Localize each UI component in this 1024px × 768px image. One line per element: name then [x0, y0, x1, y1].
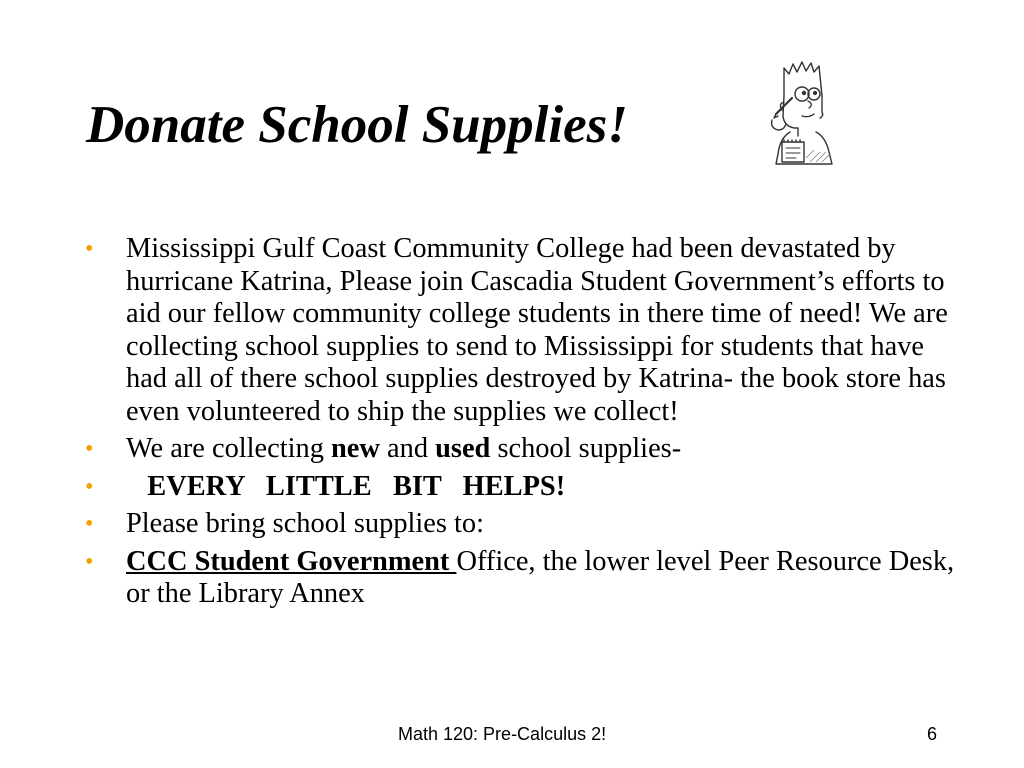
- bullet-slogan: EVERY LITTLE BIT HELPS!: [126, 470, 566, 502]
- bullet-item-every-little-bit: [85, 471, 955, 504]
- bullet-dot-icon: •: [85, 236, 94, 262]
- bullet-emphasis-used: used: [435, 433, 491, 464]
- bullet-text-locations: Office, the lower level Peer Resource Desk, or the Library Annex: [126, 545, 955, 609]
- bullet-emphasis-new: new: [331, 433, 380, 464]
- bullet-dot-icon: •: [85, 548, 94, 575]
- bullet-text: Mississippi Gulf Coast Community College had been devastated by hurricane Katrina, Please join Cascadia Student Government’s efforts to aid our fellow community college students in there time of need! We are collecting school supplies to send to Mississippi for students that have had all of there school supplies destroyed by Katrina- the book store has even volunteered to ship the supplies we collect!: [126, 233, 948, 427]
- bullet-text-pre: We are collecting: [126, 433, 332, 464]
- bullet-item-locations: [85, 546, 955, 611]
- bullet-dot-icon: •: [85, 511, 94, 537]
- bullet-dot-icon: •: [85, 473, 94, 500]
- bullet-item-new-and-used: [85, 433, 955, 466]
- page-number: 6: [927, 724, 938, 744]
- cartoon-boy-thinking-icon: [762, 58, 842, 166]
- bullet-dot-icon: •: [85, 436, 94, 462]
- bullet-item-please-bring: [85, 508, 955, 541]
- bullet-item-katrina-appeal: [85, 233, 955, 428]
- student-government-link[interactable]: CCC Student Government: [126, 545, 457, 577]
- bullet-text: Please bring school supplies to:: [126, 508, 485, 539]
- footer-course-title: Math 120: Pre-Calculus 2!: [398, 724, 607, 744]
- bullet-list: [85, 233, 955, 616]
- bullet-text-mid: and: [379, 433, 436, 464]
- slide-title: Donate School Supplies!: [86, 96, 628, 154]
- bullet-text-post: school supplies-: [490, 433, 682, 464]
